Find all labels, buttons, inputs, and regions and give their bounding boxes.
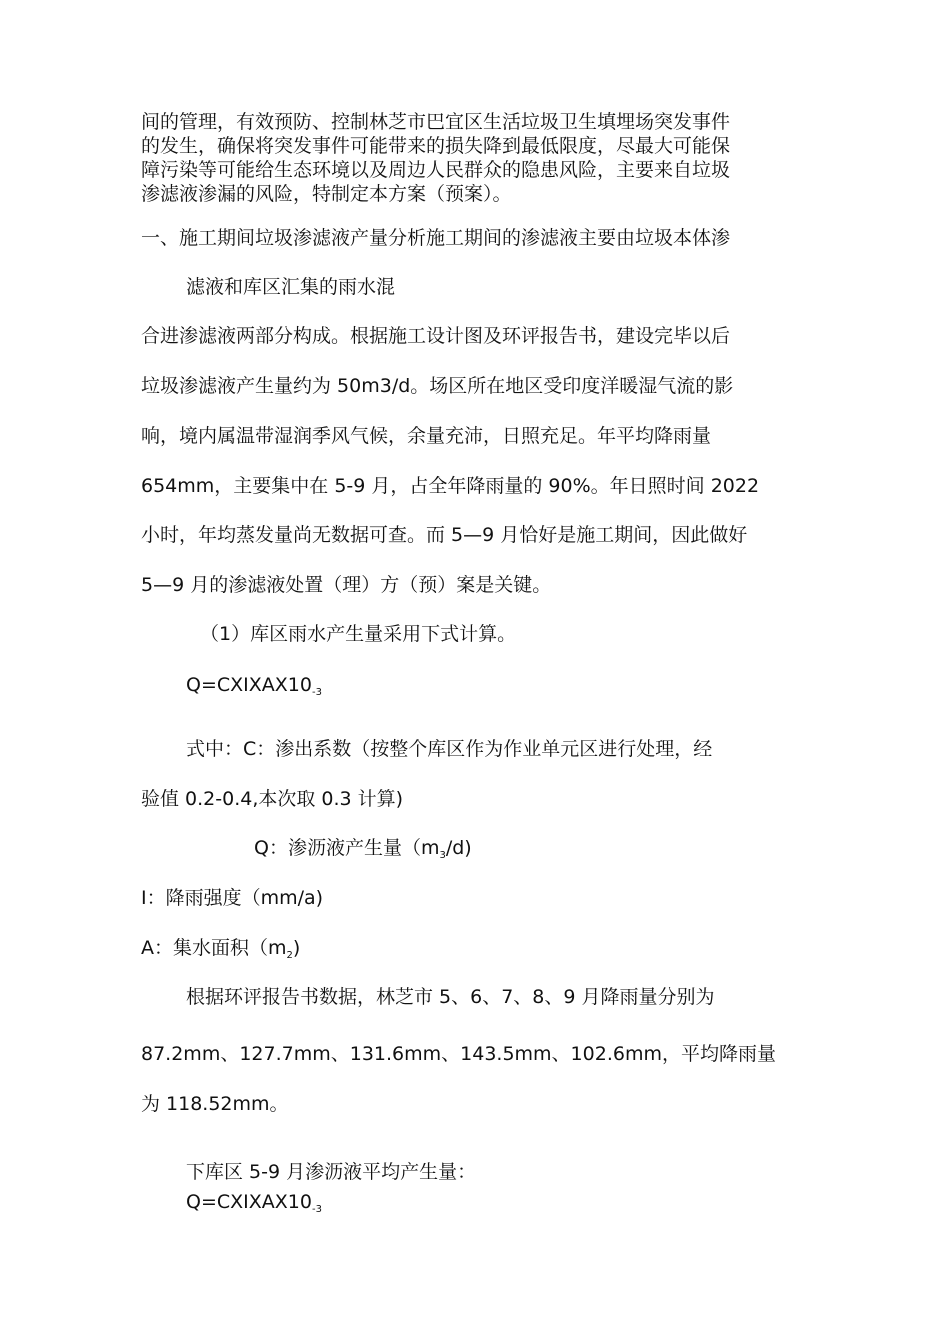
item-1: （1）库区雨水产生量采用下式计算。: [200, 623, 517, 645]
variable-a: A：集水面积$(m_2)$: [141, 937, 301, 961]
variable-i: I：降雨强度（mm/a): [141, 887, 324, 909]
rainfall-line-1: 根据环评报告书数据，林芝市 5、6、7、8、9 月降雨量分别为: [186, 986, 715, 1008]
intro-line-4: 渗滤液渗漏的风险，特制定本方案（预案）。: [141, 183, 512, 205]
body-line-3: 响，境内属温带湿润季风气候，余量充沛，日照充足。年平均降雨量: [141, 425, 712, 447]
rainfall-line-2: 87.2mm、127.7mm、131.6mm、143.5mm、102.6mm，平均降雨量: [141, 1043, 776, 1065]
variable-q: Q：渗沥液产生量$(m_3/d)$: [254, 837, 472, 861]
section-heading-cont: 滤液和库区汇集的雨水混: [186, 276, 396, 298]
formula-2: $Q=CXIXAX10_{-3}$: [186, 1191, 322, 1215]
body-line-1: 合进渗滤液两部分构成。根据施工设计图及环评报告书，建设完毕以后: [141, 325, 731, 347]
formula-note-line-1: 式中：C：渗出系数（按整个库区作为作业单元区进行处理，经: [186, 738, 713, 760]
body-line-2: 垃圾渗滤液产生量约为 50m3/d。场区所在地区受印度洋暖湿气流的影: [141, 375, 734, 397]
body-line-4: 654mm，主要集中在 5-9 月，占全年降雨量的 90%。年日照时间 2022: [141, 475, 760, 497]
body-line-5: 小时，年均蒸发量尚无数据可查。而 5—9 月恰好是施工期间，因此做好: [141, 524, 748, 546]
intro-line-3: 障污染等可能给生态环境以及周边人民群众的隐患风险，主要来自垃圾: [141, 159, 731, 181]
intro-line-1: 间的管理，有效预防、控制林芝市巴宜区生活垃圾卫生填埋场突发事件: [141, 111, 731, 133]
intro-line-2: 的发生，确保将突发事件可能带来的损失降到最低限度，尽最大可能保: [141, 135, 731, 157]
body-line-6: 5—9 月的渗滤液处置（理）方（预）案是关键。: [141, 574, 552, 596]
section-heading: 一、施工期间垃圾渗滤液产量分析施工期间的渗滤液主要由垃圾本体渗: [141, 227, 731, 249]
formula-note-line-2: 验值 0.2-0.4,本次取 0.3 计算): [141, 788, 404, 810]
formula-1: $Q=CXIXAX10_{-3}$: [186, 674, 322, 698]
lower-area-line: 下库区 5-9 月渗沥液平均产生量：: [186, 1161, 477, 1183]
rainfall-line-3: 为 118.52mm。: [141, 1093, 289, 1115]
